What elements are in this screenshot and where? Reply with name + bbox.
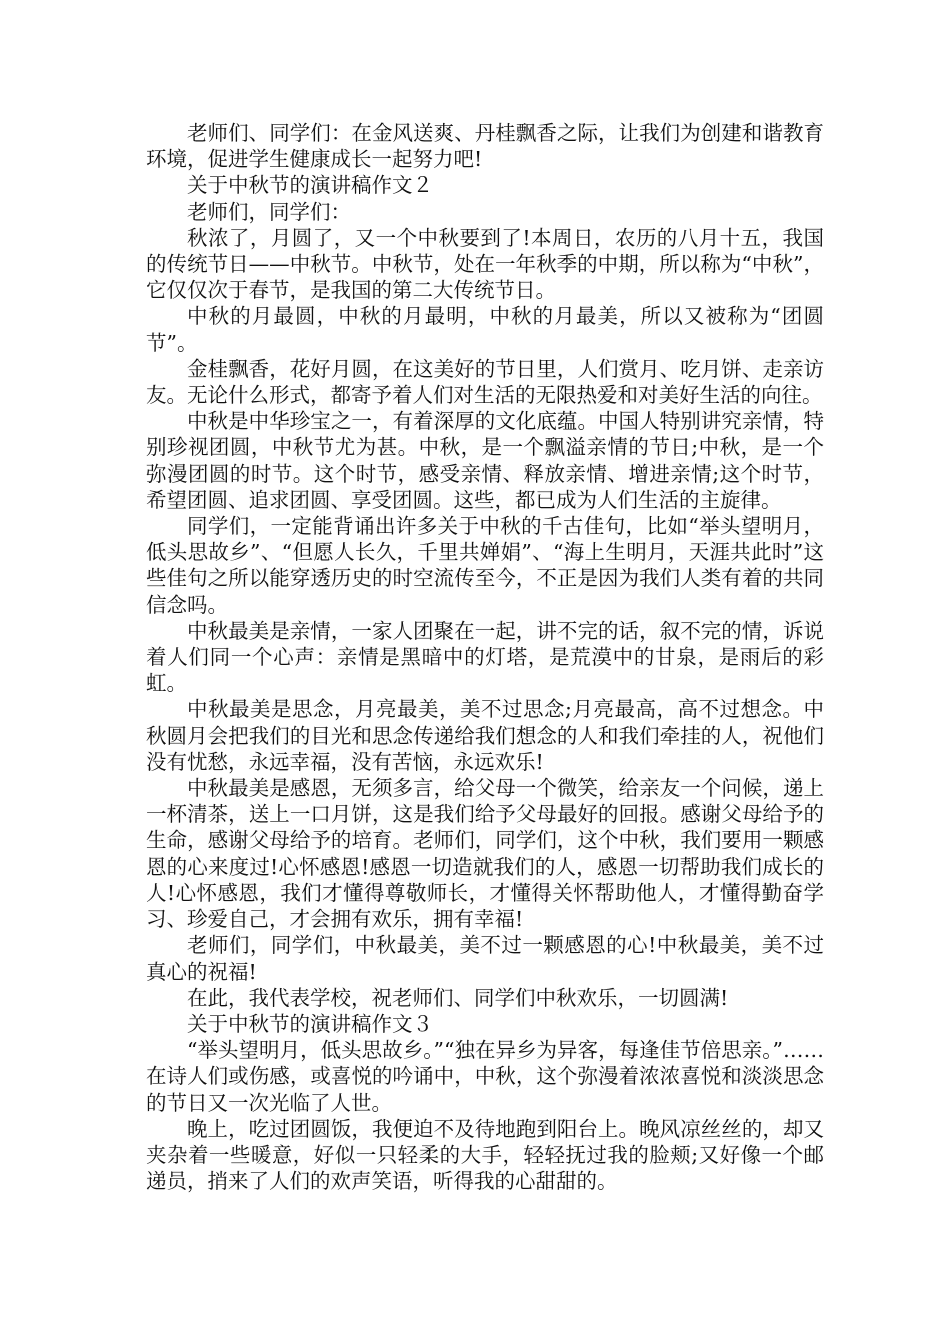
paragraph: 晚上，吃过团圆饭，我便迫不及待地跑到阳台上。晚风凉丝丝的，却又夹杂着一些暖意，好似一只轻柔的大手，轻轻抚过我的脸颊;又好像一个邮递员，捎来了人们的欢声笑语，听得我的心甜甜的。 (146, 1116, 824, 1194)
section-heading: 关于中秋节的演讲稿作文３ (187, 1011, 433, 1036)
paragraph: 中秋是中华珍宝之一，有着深厚的文化底蕴。中国人特别讲究亲情，特别珍视团圆，中秋节尤为甚。中秋，是一个飘溢亲情的节日;中秋，是一个弥漫团圆的时节。这个时节，感受亲情、释放亲情、增进亲情;这个时节，希望团圆、追求团圆、享受团圆。这些，都已成为人们生活的主旋律。 (146, 409, 824, 512)
paragraph: 中秋的月最圆，中秋的月最明，中秋的月最美，所以又被称为“团圆节”。 (146, 304, 824, 355)
paragraph: 金桂飘香，花好月圆，在这美好的节日里，人们赏月、吃月饼、走亲访友。无论什么形式，都寄予着人们对生活的无限热爱和对美好生活的向往。 (146, 356, 824, 408)
paragraph: “举头望明月，低头思故乡。”“独在异乡为异客，每逢佳节倍思亲。”……在诗人们或伤感，或喜悦的吟诵中，中秋，这个弥漫着浓浓喜悦和淡淡思念的节日又一次光临了人世。 (146, 1038, 824, 1115)
paragraph: 同学们，一定能背诵出许多关于中秋的千古佳句，比如“举头望明月，低头思故乡”、“但愿人长久，千里共婵娟”、“海上生明月，天涯共此时”这些佳句之所以能穿透历史的时空流传至今，不正是因为我们人类有着的共同信念吗。 (146, 514, 824, 617)
paragraph: 在此，我代表学校，祝老师们、同学们中秋欢乐，一切圆满! (187, 985, 729, 1010)
paragraph: 老师们、同学们：在金风送爽、丹桂飘香之际，让我们为创建和谐教育环境，促进学生健康成长一起努力吧! (146, 121, 824, 172)
paragraph: 中秋最美是思念，月亮最美，美不过思念;月亮最高，高不过想念。中秋圆月会把我们的目光和思念传递给我们想念的人和我们牵挂的人，祝他们没有忧愁，永远幸福，没有苦恼，永远欢乐! (146, 697, 824, 774)
paragraph: 秋浓了，月圆了，又一个中秋要到了!本周日，农历的八月十五，我国的传统节日——中秋节。中秋节，处在一年秋季的中期，所以称为“中秋”，它仅仅次于春节，是我国的第二大传统节日。 (146, 225, 824, 303)
paragraph: 老师们，同学们： (187, 199, 351, 224)
paragraph: 中秋最美是感恩，无须多言，给父母一个微笑，给亲友一个问候，递上一杯清茶，送上一口月饼，这是我们给予父母最好的回报。感谢父母给予的生命，感谢父母给予的培育。老师们，同学们，这个中秋，我们要用一颗感恩的心来度过!心怀感恩!感恩一切造就我们的人，感恩一切帮助我们成长的人!心怀感恩，我们才懂得尊敬师长，才懂得关怀帮助他人，才懂得勤奋学习、珍爱自己，才会拥有欢乐，拥有幸福! (146, 776, 824, 932)
paragraph: 中秋最美是亲情，一家人团聚在一起，讲不完的话，叙不完的情，诉说着人们同一个心声：亲情是黑暗中的灯塔，是荒漠中的甘泉，是雨后的彩虹。 (146, 618, 824, 696)
paragraph: 老师们，同学们，中秋最美，美不过一颗感恩的心!中秋最美，美不过真心的祝福! (146, 933, 824, 984)
section-heading: 关于中秋节的演讲稿作文２ (187, 173, 433, 198)
document-body (146, 120, 824, 1194)
